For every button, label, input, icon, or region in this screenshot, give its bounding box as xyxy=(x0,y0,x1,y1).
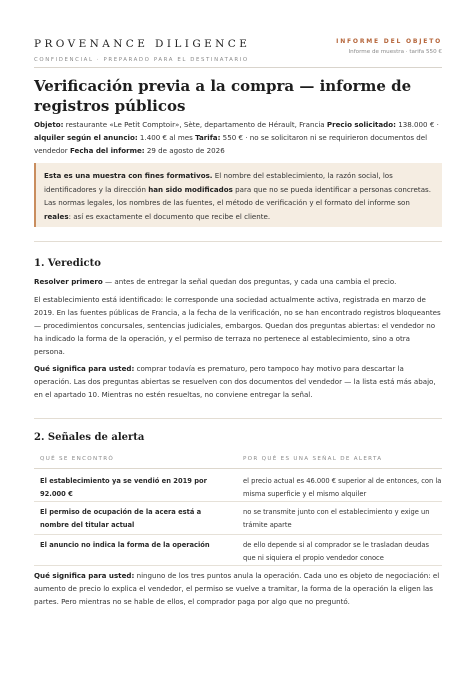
notice-lead: Esta es una muestra con fines formativos. xyxy=(44,171,213,180)
verdict-summary xyxy=(34,276,442,289)
objeto-label: Objeto: xyxy=(34,120,64,129)
section-divider xyxy=(34,418,442,419)
verdict-details: El establecimiento está identificado: le corresponde una sociedad actualmente activa, registrada en marzo de 2019. En las fuentes públicas de Francia, a la fecha de la verificación, no se han encontrado registros bloqueantes — procedimientos concursales, sentencias judiciales, embargos. Quedan dos preguntas abiertas: el vendedor no ha indicado la forma de la operación, y el permiso de terraza no pertenece al establecimiento, sino a otra persona. xyxy=(34,295,441,356)
cell-why: no se transmite junto con el establecimiento y exige un trámite aparte xyxy=(243,508,430,529)
red-flags-meaning xyxy=(34,570,442,609)
fecha-label: Fecha del informe: xyxy=(69,145,145,155)
cell-found: El establecimiento ya se vendió en 2019 por 92.000 € xyxy=(40,477,207,498)
section-heading-red-flags: 2. Señales de alerta xyxy=(34,432,145,443)
fecha-value: 29 de agosto de 2026 xyxy=(144,145,225,155)
report-body xyxy=(34,0,442,674)
sample-notice xyxy=(34,163,442,227)
red-flags-meaning-label: Qué significa para usted: xyxy=(34,571,135,580)
alquiler-value: 1.400 € al mes xyxy=(137,132,196,142)
cell-found: El permiso de ocupación de la acera está a nombre del titular actual xyxy=(40,508,202,529)
cell-why: de ello depende si al comprador se le trasladan deudas que ni siquiera el propio vendedor conoce xyxy=(243,541,429,562)
notice-text-3: : así es exactamente el documento que recibe el cliente. xyxy=(68,211,271,221)
subject-line xyxy=(34,119,442,157)
section-heading-verdict: 1. Veredicto xyxy=(34,258,101,269)
verdict-summary-text: — antes de entregar la señal quedan dos preguntas, y cada una cambia el precio. xyxy=(102,277,397,286)
cell-found: El anuncio no indica la forma de la operación xyxy=(40,541,210,549)
page-title: Verificación previa a la compra — informe de registros públicos xyxy=(34,77,412,115)
objeto-value: restaurante «Le Petit Comptoir», Sète, departamento de Hérault, Francia xyxy=(63,120,327,129)
tarifa-label: Tarifa: xyxy=(195,132,221,142)
alquiler-label: alquiler según el anuncio: xyxy=(34,132,138,142)
section-divider xyxy=(34,241,442,242)
verdict-meaning-text: comprar todavía es prematuro, pero tampoco hay motivo para descartar la operación. Las dos preguntas abiertas se resuelven con dos documentos del vendedor — la lista está más abajo, en el apartado 10. Mientras no estén resueltas, no conviene entregar la señal. xyxy=(34,364,436,399)
brand-subtitle: CONFIDENCIAL · PREPARADO PARA EL DESTINATARIO xyxy=(34,57,249,63)
cell-why: el precio actual es 46.000 € superior al de entonces, con la misma superficie y el mismo alquiler xyxy=(243,477,442,498)
table-row xyxy=(34,535,442,566)
precio-label: Precio solicitado: xyxy=(326,120,396,129)
table-row xyxy=(34,502,442,535)
verdict-meaning xyxy=(34,363,442,402)
verdict-meaning-label: Qué significa para usted: xyxy=(34,364,135,373)
notice-text-1: El nombre del establecimiento, la razón social, los identificadores y la dirección xyxy=(44,171,393,194)
table-row xyxy=(34,469,442,502)
verdict-summary-label: Resolver primero xyxy=(34,277,103,286)
column-header-why: POR QUÉ ES UNA SEÑAL DE ALERTA xyxy=(243,456,383,462)
notice-bold-real: reales xyxy=(44,211,69,221)
tarifa-value: 550 € · no se solicitaron ni se requirieron documentos del vendedor xyxy=(34,132,428,155)
red-flags-table xyxy=(34,451,442,566)
precio-value: 138.000 € · xyxy=(395,120,439,129)
brand-name: PROVENANCE DILIGENCE xyxy=(34,38,251,50)
notice-text-2: para que no se pueda identificar a personas concretas. Las normas legales, los nombres de las fuentes, el método de verificación y el formato del informe son xyxy=(44,184,432,208)
notice-bold-modified: han sido modificados xyxy=(148,184,233,194)
red-flags-meaning-text: ninguno de los tres puntos anula la operación. Cada uno es objeto de negociación: el aumento de precio lo explica el vendedor, el permiso se vuelve a tramitar, la forma de la operación la eligen las partes. Pero mientras no se hable de ellos, el comprador paga por algo que no preguntó. xyxy=(34,571,440,606)
document-kind-label: INFORME DEL OBJETO xyxy=(336,38,442,45)
table-header xyxy=(34,451,442,469)
column-header-found: QUÉ SE ENCONTRÓ xyxy=(40,456,115,462)
document-meta: Informe de muestra · tarifa 550 € xyxy=(348,49,442,55)
